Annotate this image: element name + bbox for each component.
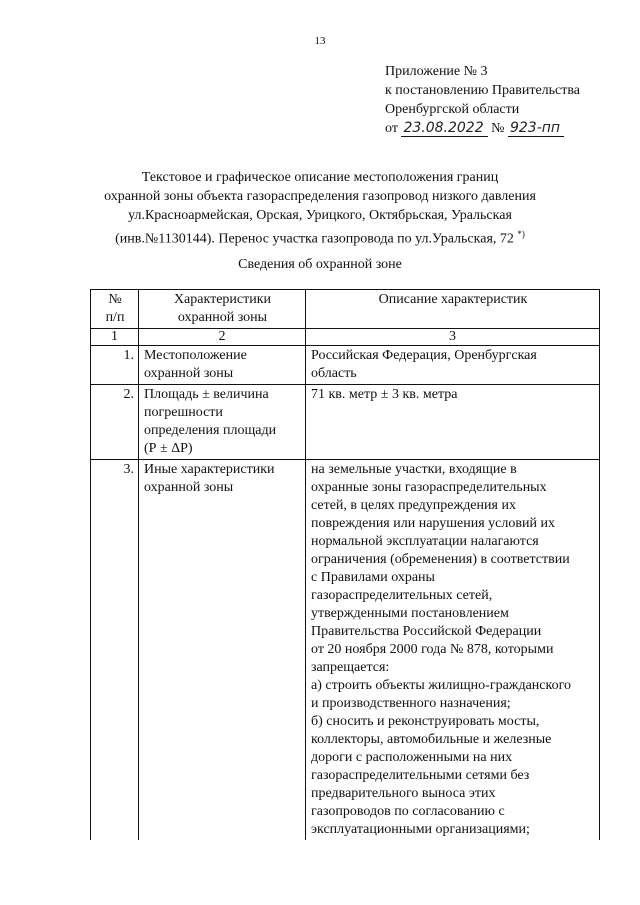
header-line: охранной зоны (177, 310, 268, 325)
column-number: 2 (139, 329, 306, 346)
row-characteristic (139, 346, 306, 385)
title-line: ул.Красноармейская, Орская, Урицкого, Октябрьская, Уральская (128, 208, 512, 223)
from-label: от (385, 121, 398, 136)
table-row (91, 385, 600, 460)
cell-line: охранной зоны (144, 480, 234, 495)
row-description (306, 460, 600, 841)
appendix-line: к постановлению Правительства (385, 83, 581, 98)
cell-line: а) строить объекты жилищно-гражданского (311, 678, 571, 693)
cell-line: и производственного назначения; (311, 696, 511, 711)
row-number: 2. (91, 385, 139, 460)
column-number: 3 (306, 329, 600, 346)
cell-line: Правительства Российской Федерации (311, 624, 542, 639)
cell-line: утвержденными постановлением (311, 606, 509, 621)
appendix-line: Приложение № 3 (385, 64, 488, 79)
page-number: 13 (314, 35, 326, 47)
column-number-row (91, 329, 600, 346)
title-line: охранной зоны объекта газораспределения газопровод низкого давления (104, 189, 536, 204)
header-line: Характеристики (173, 292, 272, 307)
cell-line: охранные зоны газораспределительных (311, 480, 547, 495)
cell-line: Российская Федерация, Оренбургская (311, 348, 537, 363)
header-line: № (108, 292, 122, 307)
cell-line: Иные характеристики (144, 462, 275, 477)
row-characteristic (139, 460, 306, 841)
row-characteristic (139, 385, 306, 460)
cell-line: погрешности (144, 405, 223, 420)
cell-line: ограничения (обременения) в соответствии (311, 552, 570, 567)
section-title: Сведения об охранной зоне (238, 257, 402, 272)
header-line: Описание характеристик (378, 292, 528, 307)
cell-line: повреждения или нарушения условий их (311, 516, 555, 531)
footnote-mark: *) (517, 229, 525, 239)
row-description (306, 385, 600, 460)
header-number (91, 290, 139, 329)
cell-line: на земельные участки, входящие в (311, 462, 517, 477)
cell-line: Местоположение (144, 348, 247, 363)
cell-line: газораспределительными сетями без (311, 768, 530, 783)
table-row (91, 460, 600, 841)
cell-line: коллекторы, автомобильные и железные (311, 732, 552, 747)
document-title (0, 168, 640, 249)
title-line: Текстовое и графическое описание местоположения границ (141, 170, 499, 185)
cell-line: нормальной эксплуатации налагаются (311, 534, 539, 549)
cell-line: от 20 ноября 2000 года № 878, которыми (311, 642, 554, 657)
table-row (91, 346, 600, 385)
handwritten-date: 23.08.2022 (401, 121, 487, 137)
title-line (0, 225, 640, 249)
cell-line: Площадь ± величина (144, 387, 269, 402)
cell-line: область (311, 366, 357, 381)
appendix-line: Оренбургской области (385, 102, 520, 117)
appendix-header (385, 62, 580, 138)
number-label: № (491, 121, 505, 136)
column-number: 1 (91, 329, 139, 346)
cell-line: 71 кв. метр ± 3 кв. метра (311, 387, 458, 402)
cell-line: с Правилами охраны (311, 570, 435, 585)
protection-zone-table (90, 289, 600, 840)
table-header-row (91, 290, 600, 329)
header-line: п/п (105, 310, 125, 325)
row-number: 3. (91, 460, 139, 841)
handwritten-number: 923-пп (508, 121, 564, 137)
cell-line: сетей, в целях предупреждения их (311, 498, 516, 513)
cell-line: дороги с расположенными на них (311, 750, 513, 765)
cell-line: газопроводов по согласованию с (311, 804, 505, 819)
row-description (306, 346, 600, 385)
cell-line: охранной зоны (144, 366, 234, 381)
appendix-date-row (385, 119, 580, 138)
cell-line: (Р ± ΔР) (144, 441, 193, 456)
header-description (306, 290, 600, 329)
cell-line: предварительного выноса этих (311, 786, 496, 801)
cell-line: определения площади (144, 423, 277, 438)
header-characteristic (139, 290, 306, 329)
cell-line: запрещается: (311, 660, 390, 675)
row-number: 1. (91, 346, 139, 385)
cell-line: газораспределительных сетей, (311, 588, 493, 603)
title-line-text: (инв.№1130144). Перенос участка газопровода по ул.Уральская, 72 (115, 231, 514, 247)
cell-line: эксплуатационными организациями; (311, 822, 530, 837)
cell-line: б) сносить и реконструировать мосты, (311, 714, 540, 729)
